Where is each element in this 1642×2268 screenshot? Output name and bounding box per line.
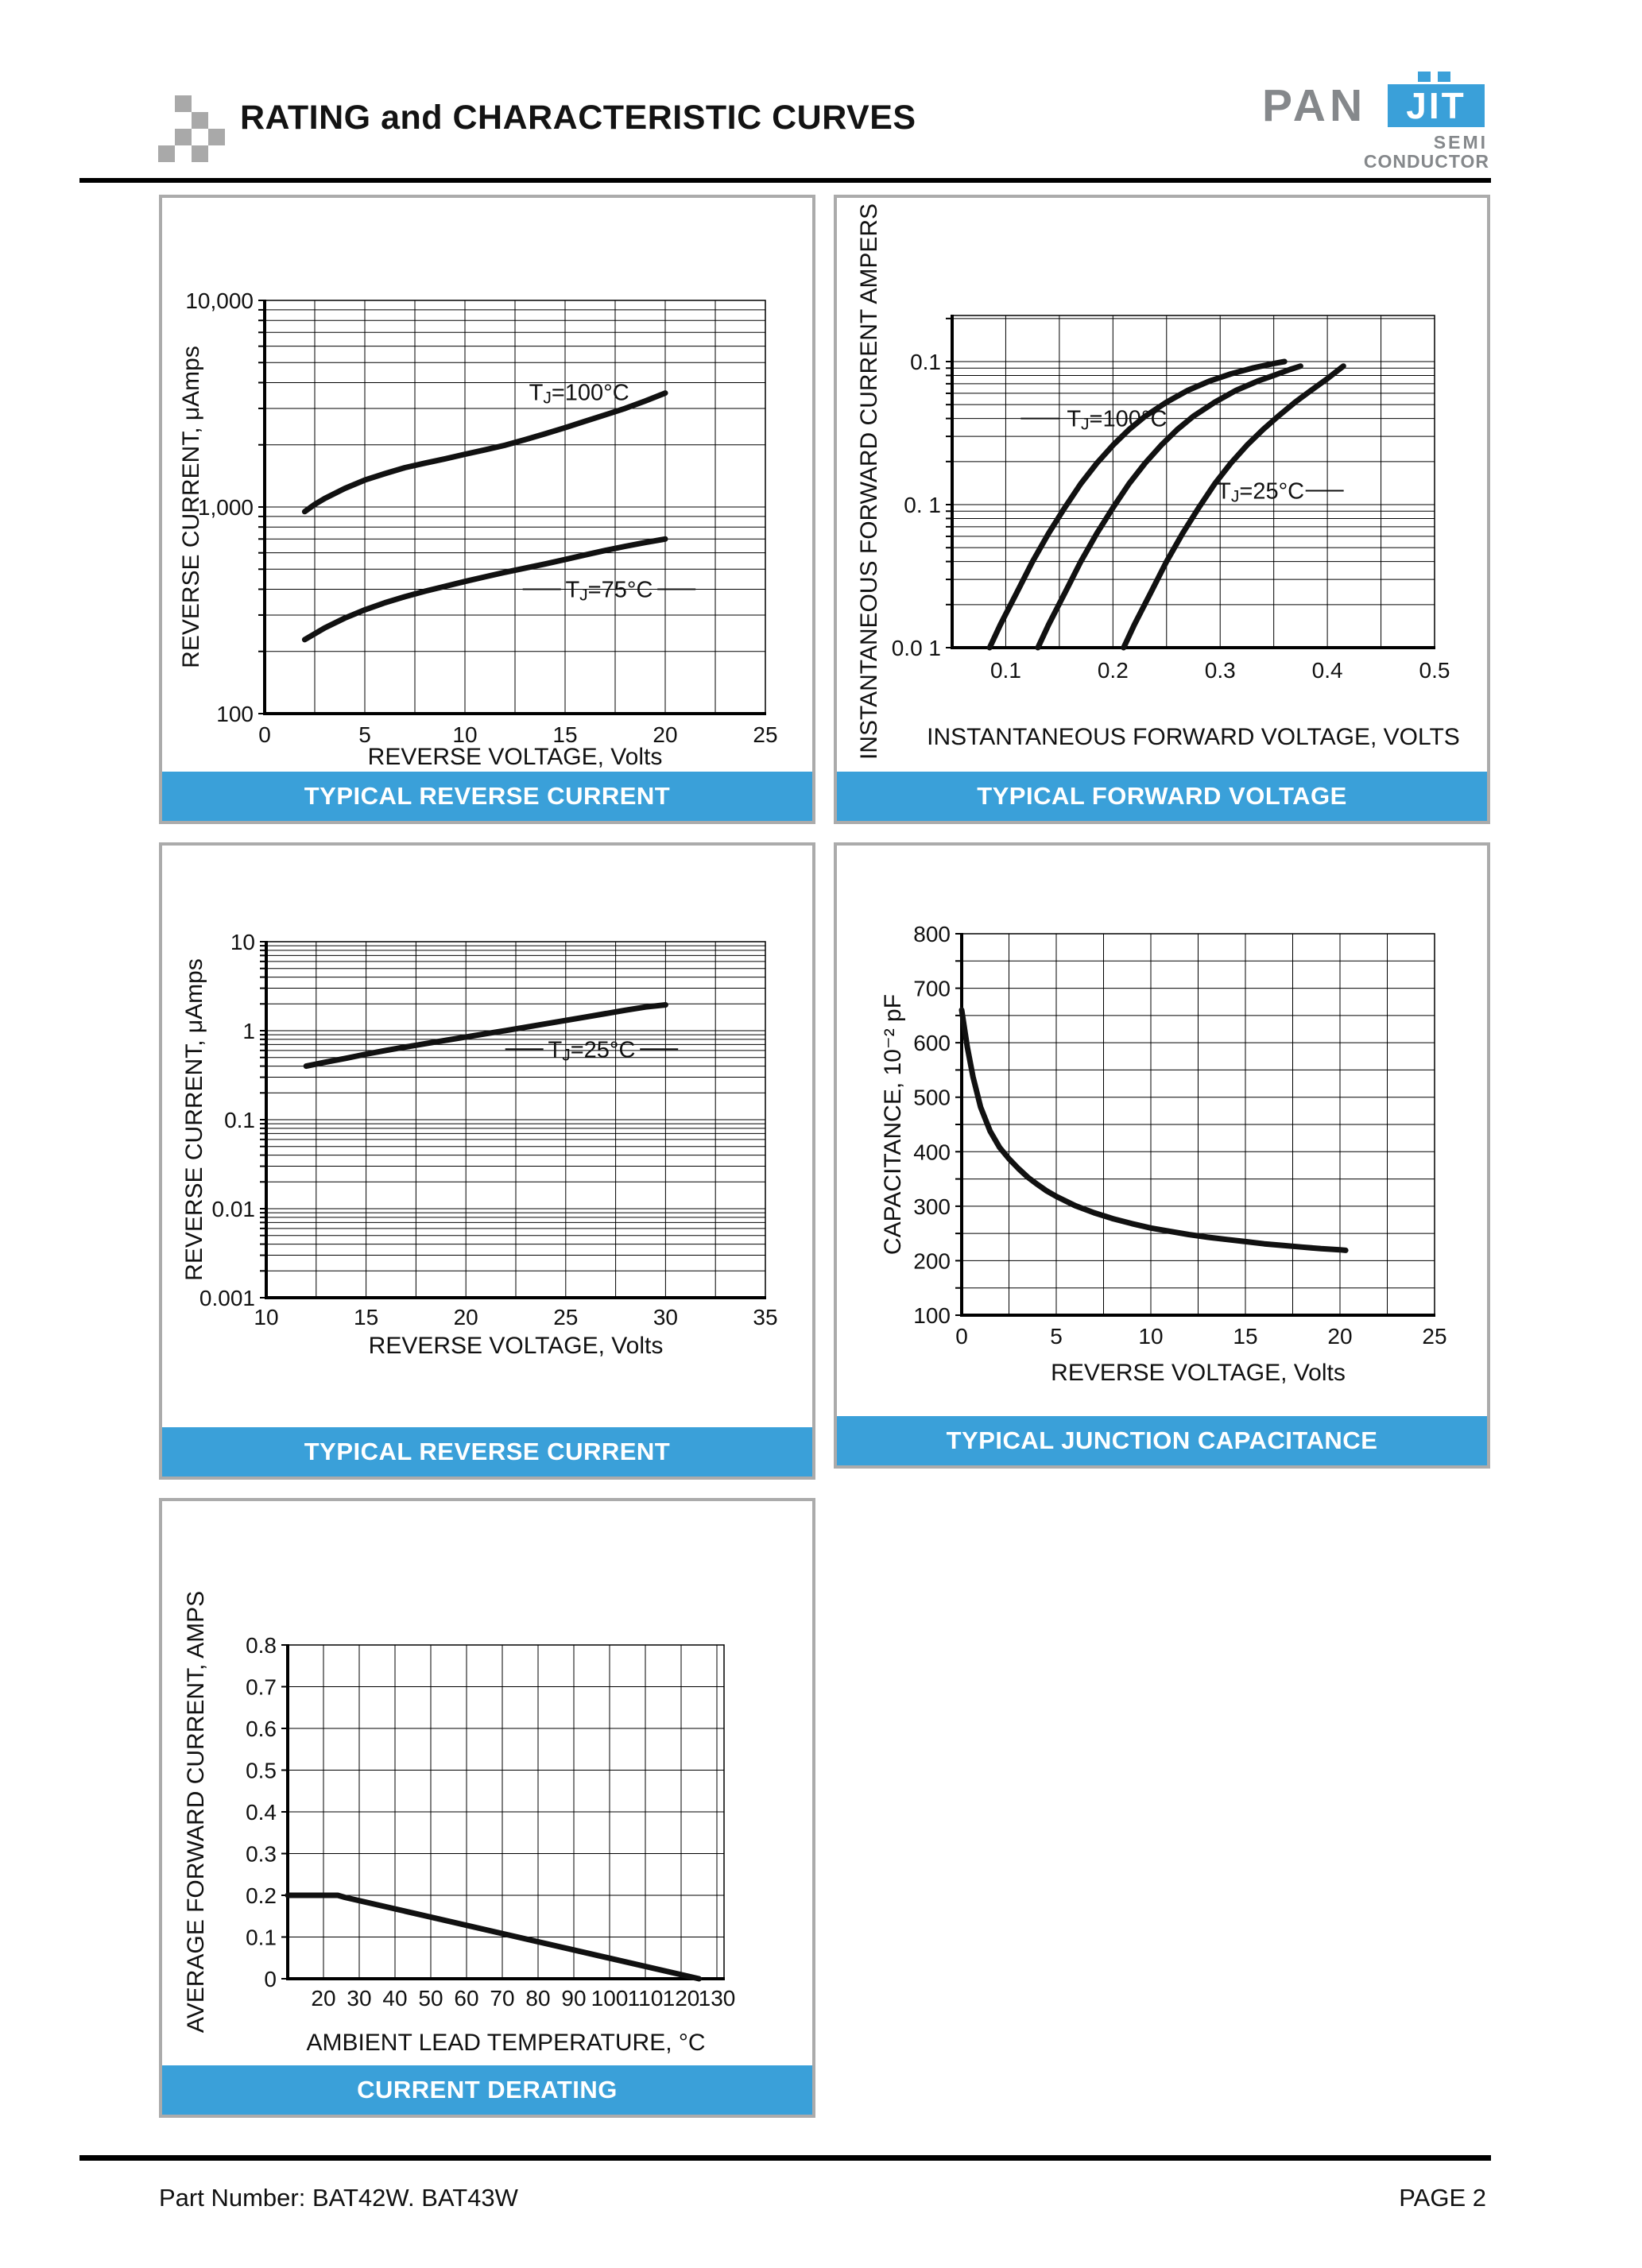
x-tick-label: 25: [553, 1305, 579, 1329]
x-axis-title: REVERSE VOLTAGE, Volts: [367, 744, 663, 770]
y-tick-label: 0.1: [910, 349, 941, 374]
axes: [951, 315, 1435, 648]
y-tick-label: 800: [913, 922, 951, 946]
x-tick-label: 20: [453, 1305, 478, 1329]
y-tick-label: 0.3: [246, 1841, 277, 1867]
y-axis-title: AVERAGE FORWARD CURRENT, AMPS: [183, 1590, 209, 2034]
y-tick-label: 1,000: [197, 495, 254, 520]
y-tick-label: 1: [242, 1019, 255, 1043]
chart-svg-junction-capacitance: [837, 846, 1487, 1416]
y-tick-label: 0. 1: [904, 492, 941, 517]
x-tick-label: 0.4: [1311, 658, 1343, 683]
grid-lines: [281, 1645, 724, 1979]
plot-border: [952, 315, 1435, 648]
header-rule: [79, 178, 1491, 183]
panel-current-derating: [159, 1498, 815, 2118]
y-tick-label: 100: [216, 702, 254, 726]
x-tick-label: 10: [452, 722, 478, 747]
x-axis-title: REVERSE VOLTAGE, Volts: [1051, 1360, 1346, 1386]
y-axis-title: REVERSE CURRENT, μAmps: [181, 958, 207, 1281]
part-number: Part Number: BAT42W. BAT43W: [159, 2184, 518, 2212]
logo-jit-box: JIT: [1388, 84, 1485, 127]
annotation-tj-25-c: TJ=25°C: [548, 1037, 636, 1065]
x-tick-label: 110: [627, 1986, 664, 2011]
x-tick-label: 20: [1327, 1324, 1353, 1349]
page-title: RATING and CHARACTERISTIC CURVES: [240, 99, 916, 137]
x-tick-label: 0.1: [989, 658, 1021, 683]
curve-capacitance: [962, 1010, 1346, 1250]
x-tick-label: 0: [258, 722, 271, 747]
x-tick-label: 0: [955, 1324, 968, 1349]
y-tick-label: 0.0 1: [891, 636, 941, 660]
y-tick-label: 200: [913, 1248, 951, 1274]
annotation-tj-100-c: TJ=100°C: [1067, 406, 1168, 434]
chart-svg-current-derating: [162, 1501, 812, 2065]
x-tick-label: 15: [552, 722, 578, 747]
x-tick-label: 100: [591, 1986, 629, 2011]
x-tick-label: 20: [311, 1986, 336, 2011]
y-tick-label: 0.5: [246, 1758, 277, 1783]
chart-svg-forward-voltage: [837, 198, 1487, 772]
x-tick-label: 15: [1233, 1324, 1258, 1349]
chart-typical-junction-capacitance: [837, 846, 1487, 1416]
chart-svg-reverse-current-high-temp: [162, 198, 812, 772]
chart-title-bar: TYPICAL REVERSE CURRENT: [162, 772, 812, 821]
x-tick-label: 30: [347, 1986, 372, 2011]
x-axis-title: INSTANTANEOUS FORWARD VOLTAGE, VOLTS: [927, 724, 1460, 750]
x-tick-label: 80: [525, 1986, 551, 2011]
grid-lines: [946, 315, 1435, 648]
logo-dot-icon: [1418, 72, 1431, 82]
x-tick-label: 40: [382, 1986, 408, 2011]
y-tick-label: 0: [264, 1967, 277, 1991]
y-tick-label: 0.7: [246, 1674, 277, 1700]
logo-conductor-text: CONDUCTOR: [1363, 151, 1489, 172]
chart-title-bar: CURRENT DERATING: [162, 2065, 812, 2115]
x-tick-label: 60: [454, 1986, 479, 2011]
y-tick-label: 0.01: [211, 1197, 255, 1221]
x-tick-label: 30: [653, 1305, 678, 1329]
x-tick-label: 50: [418, 1986, 443, 2011]
y-tick-label: 0.6: [246, 1716, 277, 1741]
panel-typical-junction-capacitance: [834, 842, 1490, 1469]
y-axis-title: REVERSE CURRENT, μAmps: [178, 346, 204, 668]
x-tick-label: 35: [753, 1305, 778, 1329]
x-tick-label: 0.5: [1419, 658, 1450, 683]
curve-tj-100-c: [304, 393, 665, 512]
x-tick-label: 20: [653, 722, 678, 747]
x-tick-label: 25: [1422, 1324, 1447, 1349]
grid-lines: [260, 942, 765, 1298]
checker-icon: [158, 95, 225, 162]
chart-title-bar: TYPICAL REVERSE CURRENT: [162, 1427, 812, 1477]
panel-typical-reverse-current-2: [159, 842, 815, 1480]
chart-svg-reverse-current-25c: [162, 846, 812, 1427]
y-tick-label: 500: [913, 1085, 951, 1110]
x-axis-title: REVERSE VOLTAGE, Volts: [368, 1333, 664, 1359]
panel-typical-forward-voltage: [834, 195, 1490, 824]
chart-typical-forward-voltage: [837, 198, 1487, 772]
y-tick-label: 400: [913, 1140, 951, 1165]
y-axis-title: INSTANTANEOUS FORWARD CURRENT AMPERS: [856, 203, 882, 761]
y-tick-label: 100: [913, 1303, 951, 1328]
y-tick-label: 600: [913, 1031, 951, 1056]
chart-typical-reverse-current-1: [162, 198, 812, 772]
annotation-tj-25-c: TJ=25°C: [1217, 478, 1305, 506]
panel-typical-reverse-current-1: [159, 195, 815, 824]
x-tick-label: 5: [358, 722, 371, 747]
y-axis-title: CAPACITANCE, 10⁻² pF: [880, 993, 906, 1256]
y-tick-label: 10,000: [185, 288, 254, 313]
x-tick-label: 10: [254, 1305, 279, 1329]
annotation-tj-100-c: TJ=100°C: [529, 380, 629, 408]
y-tick-label: 0.001: [199, 1286, 255, 1310]
annotation-tj-75-c: TJ=75°C: [565, 577, 653, 605]
y-tick-label: 0.1: [224, 1108, 255, 1132]
y-tick-label: 0.1: [246, 1925, 277, 1950]
x-tick-label: 25: [753, 722, 778, 747]
x-tick-label: 120: [662, 1986, 700, 2011]
footer-rule: [79, 2155, 1491, 2161]
x-axis-title: AMBIENT LEAD TEMPERATURE, °C: [306, 2030, 706, 2056]
chart-title-bar: TYPICAL FORWARD VOLTAGE: [837, 772, 1487, 821]
logo-pan-text: PAN: [1262, 80, 1367, 131]
grid-lines: [258, 300, 765, 714]
y-tick-label: 0.2: [246, 1883, 277, 1908]
logo-dot-icon: [1438, 72, 1450, 82]
chart-current-derating: [162, 1501, 812, 2065]
page-number: PAGE 2: [1399, 2184, 1486, 2212]
x-tick-label: 0.2: [1097, 658, 1129, 683]
chart-title-bar: TYPICAL JUNCTION CAPACITANCE: [837, 1416, 1487, 1465]
y-tick-label: 0.4: [246, 1800, 277, 1825]
x-tick-label: 90: [561, 1986, 587, 2011]
panjit-logo: [1262, 76, 1493, 172]
x-tick-label: 10: [1138, 1324, 1164, 1349]
x-tick-label: 70: [490, 1986, 515, 2011]
y-tick-label: 700: [913, 976, 951, 1001]
x-tick-label: 0.3: [1204, 658, 1236, 683]
y-tick-label: 0.8: [246, 1633, 277, 1658]
grid-lines: [955, 934, 1435, 1315]
y-tick-label: 10: [230, 930, 255, 954]
x-tick-label: 5: [1050, 1324, 1063, 1349]
logo-semi-text: SEMI: [1433, 132, 1488, 153]
x-tick-label: 130: [698, 1986, 736, 2011]
y-tick-label: 300: [913, 1194, 951, 1219]
chart-typical-reverse-current-2: [162, 846, 812, 1427]
x-tick-label: 15: [354, 1305, 379, 1329]
